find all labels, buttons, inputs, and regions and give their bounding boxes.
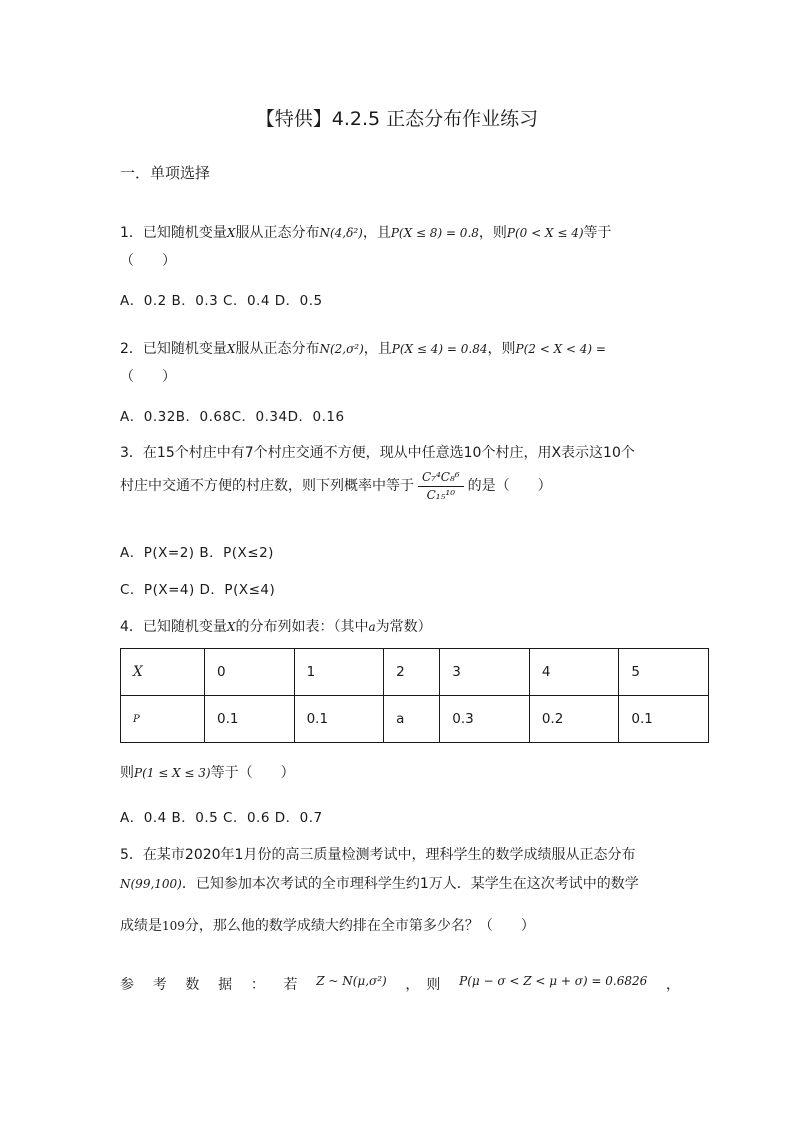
q4-options: A．0.4 B．0.5 C．0.6 D．0.7 bbox=[120, 810, 323, 826]
ref-then: ， 则 bbox=[405, 977, 441, 993]
q4-text: 为常数） bbox=[375, 619, 432, 635]
ref-end: ， bbox=[666, 977, 680, 993]
q4-const: a bbox=[368, 620, 376, 634]
table-cell: 0 bbox=[205, 649, 295, 696]
q1-options: A．0.2 B．0.3 C．0.4 D．0.5 bbox=[120, 293, 323, 309]
q4-text: 等于（ ） bbox=[210, 765, 295, 781]
q3-options-2: C．P(X=4) D．P(X≤4) bbox=[120, 582, 276, 598]
q3-frac-den: C₁₅¹⁰ bbox=[426, 488, 456, 502]
q4-text: 4．已知随机变量 bbox=[120, 619, 227, 635]
q2-text: 2．已知随机变量 bbox=[120, 341, 227, 357]
q3-line-1: 3．在15个村庄中有7个村庄交通不方便，现从中任意选10个村庄，用X表示这10个 bbox=[120, 445, 635, 461]
q4-text: 的分布列如表：（其中 bbox=[235, 619, 369, 635]
q4-followup bbox=[120, 762, 295, 782]
table-cell: 0.1 bbox=[619, 696, 709, 743]
q2-text: 服从正态分布 bbox=[235, 341, 320, 357]
q2-dist: N(2,σ²) bbox=[319, 342, 364, 356]
q3-fraction bbox=[418, 470, 464, 502]
q3-options-1: A．P(X=2) B．P(X≤2) bbox=[120, 545, 274, 561]
ref-word: 据 bbox=[218, 977, 233, 993]
q3-frac-num: C₇⁴C₈⁶ bbox=[418, 470, 464, 487]
table-cell: 0.2 bbox=[529, 696, 619, 743]
q1-var: X bbox=[226, 226, 236, 240]
distribution-table bbox=[120, 648, 709, 743]
table-cell: P bbox=[121, 696, 205, 743]
ref-word: 参 bbox=[120, 977, 134, 993]
section-heading: 一．单项选择 bbox=[120, 164, 211, 182]
q1-paren: （ ） bbox=[120, 253, 176, 269]
q1-text: ，则 bbox=[478, 225, 507, 241]
ref-word: 数 bbox=[185, 977, 200, 993]
table-cell: 4 bbox=[529, 649, 619, 696]
table-row bbox=[121, 696, 709, 743]
table-cell: 0.3 bbox=[440, 696, 530, 743]
q5-line-2 bbox=[120, 873, 639, 893]
q5-reference-data bbox=[120, 974, 680, 994]
table-cell: X bbox=[121, 649, 205, 696]
table-cell: 2 bbox=[384, 649, 440, 696]
table-cell: 1 bbox=[294, 649, 384, 696]
table-cell: a bbox=[384, 696, 440, 743]
q4-ask: P(1 ≤ X ≤ 3) bbox=[134, 766, 211, 780]
q2-var: X bbox=[226, 342, 236, 356]
q1-dist: N(4,δ²) bbox=[319, 226, 363, 240]
page-title: 【特供】4.2.5 正态分布作业练习 bbox=[255, 108, 539, 130]
table-cell: 0.1 bbox=[294, 696, 384, 743]
ref-word: 若 bbox=[283, 977, 298, 993]
question-4 bbox=[120, 616, 432, 636]
q2-paren: （ ） bbox=[120, 369, 176, 385]
q2-cond: P(X ≤ 4) = 0.84 bbox=[391, 342, 488, 356]
ref-dist: Z ~ N(μ,σ²) bbox=[316, 974, 387, 988]
ref-word: ： bbox=[250, 977, 265, 993]
q5-text: 成绩是 bbox=[120, 918, 162, 934]
q1-text: 1．已知随机变量 bbox=[120, 225, 227, 241]
q1-text: ，且 bbox=[362, 225, 391, 241]
q3-text: 的是（ ） bbox=[467, 478, 552, 494]
q5-text: ．已知参加本次考试的全市理科学生约1万人．某学生在这次考试中的数学 bbox=[181, 876, 639, 892]
table-cell: 0.1 bbox=[205, 696, 295, 743]
q5-line-1: 5．在某市2020年1月份的高三质量检测考试中，理科学生的数学成绩服从正态分布 bbox=[120, 847, 636, 863]
q5-dist: N(99,100) bbox=[120, 877, 182, 891]
table-cell: 3 bbox=[440, 649, 530, 696]
q1-ask: P(0 < X ≤ 4) bbox=[506, 226, 584, 240]
q1-text: 服从正态分布 bbox=[235, 225, 320, 241]
q3-text: 村庄中交通不方便的村庄数，则下列概率中等于 bbox=[120, 478, 414, 494]
q2-options: A．0.32B．0.68C．0.34D．0.16 bbox=[120, 409, 345, 425]
question-2 bbox=[120, 338, 606, 358]
q1-cond: P(X ≤ 8) = 0.8 bbox=[390, 226, 479, 240]
q1-text: 等于 bbox=[583, 225, 612, 241]
q2-ask: P(2 < X < 4) = bbox=[515, 342, 606, 356]
table-row bbox=[121, 649, 709, 696]
ref-word: 考 bbox=[152, 977, 167, 993]
q5-text: 分，那么他的数学成绩大约排在全市第多少名？（ ） bbox=[184, 918, 535, 934]
q5-line-3 bbox=[120, 915, 535, 935]
q2-text: ，则 bbox=[487, 341, 516, 357]
q2-text: ，且 bbox=[363, 341, 392, 357]
q4-var: X bbox=[226, 620, 236, 634]
table-cell: 5 bbox=[619, 649, 709, 696]
ref-formula: P(μ − σ < Z < μ + σ) = 0.6826 bbox=[459, 974, 648, 988]
q5-score: 109 bbox=[162, 919, 185, 933]
question-1 bbox=[120, 222, 612, 242]
q3-line-2 bbox=[120, 470, 552, 502]
q4-text: 则 bbox=[120, 765, 134, 781]
